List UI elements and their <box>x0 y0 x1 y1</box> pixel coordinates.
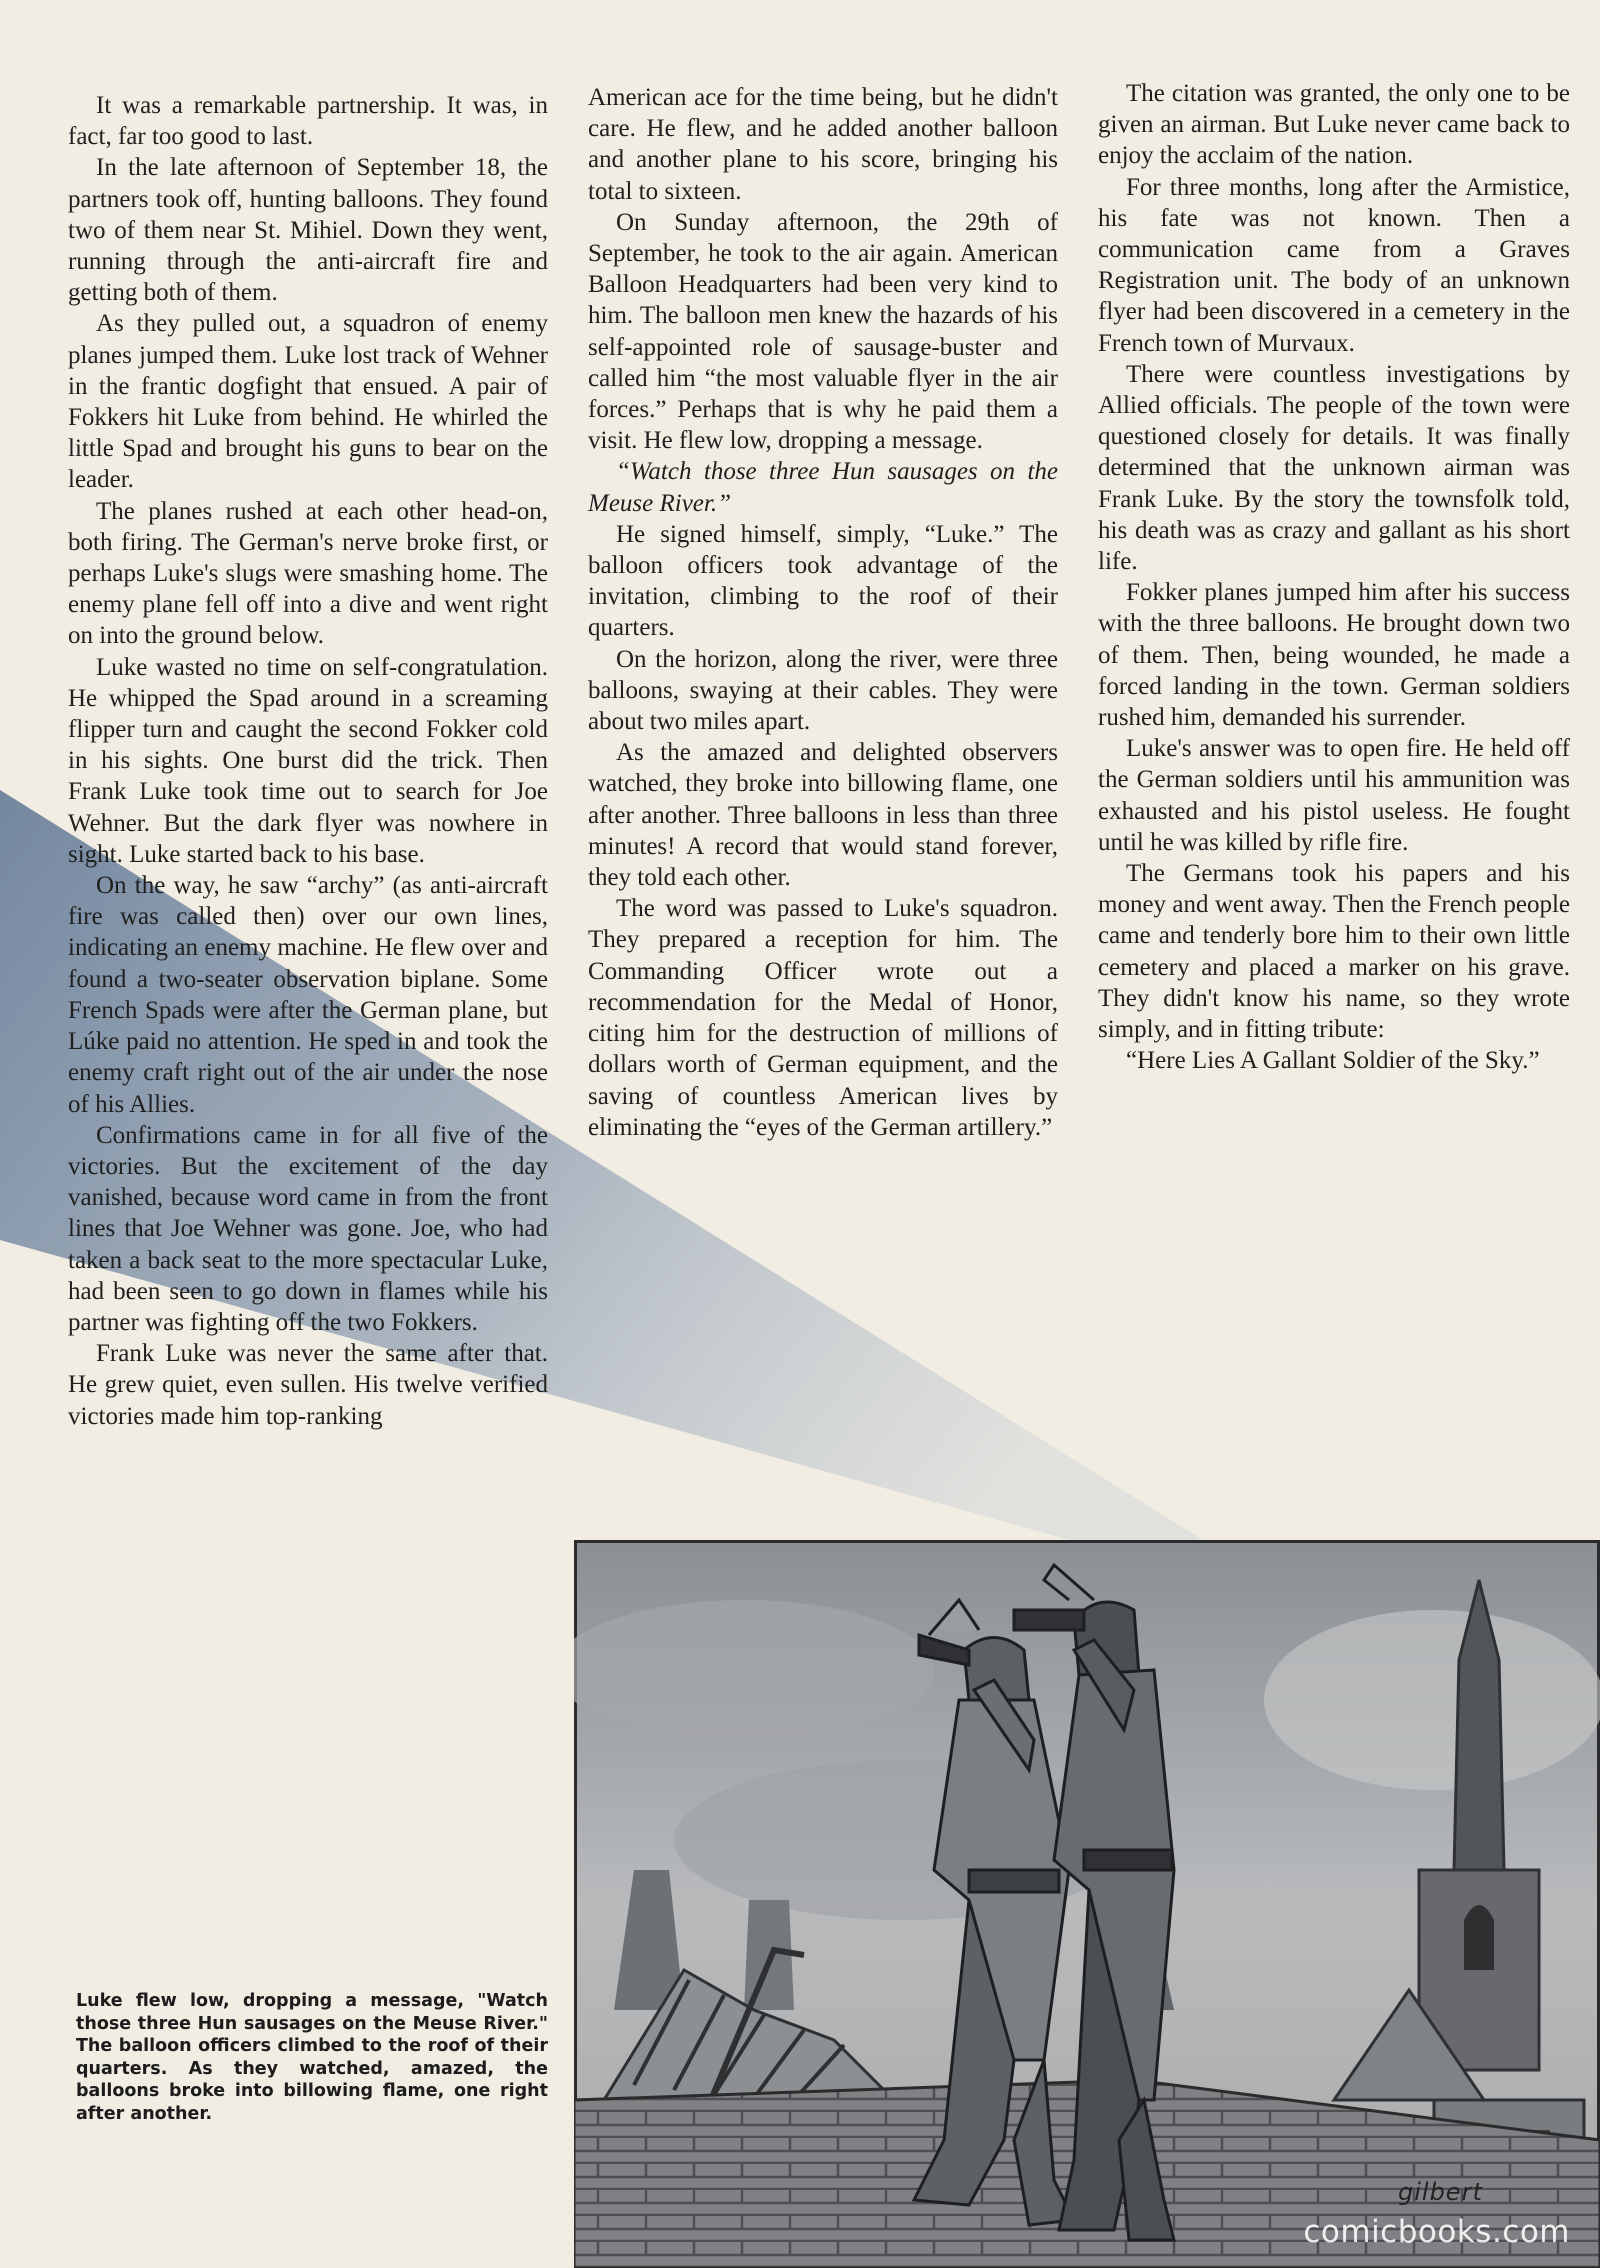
article-paragraph: There were countless investigations by Allied officials. The people of the town were questioned closely for details. It was finally determined that the unknown airman was Frank Luke. By the story the townsfolk told, his death was as crazy and gallant as his short life. <box>1098 360 1570 576</box>
text-column-2 <box>588 82 1058 1143</box>
article-paragraph: American ace for the time being, but he didn't care. He flew, and he added another balloon and another plane to his score, bringing his total to sixteen. <box>588 84 1058 205</box>
article-paragraph: Luke's answer was to open fire. He held off the German soldiers until his ammunition was exhausted and his pistol useless. He fought until he was killed by rifle fire. <box>1098 735 1570 856</box>
illustration <box>574 1540 1600 2268</box>
article-paragraph: “Here Lies A Gallant Soldier of the Sky.” <box>1126 1047 1540 1075</box>
article-paragraph: The word was passed to Luke's squadron. They prepared a reception for him. The Commanding Officer wrote out a recommendation for the Medal of Honor, citing him for the destruction of millions of dollars worth of German equipment, and the saving of countless American lives by eliminating the “eyes of the German artillery.” <box>588 895 1058 1141</box>
article-paragraph: The Germans took his papers and his money and went away. Then the French people came and tenderly bore him to their own little cemetery and placed a marker on his grave. They didn't know his name, so they wrote simply, and in fitting tribute: <box>1098 860 1570 1044</box>
article-paragraph: On the way, he saw “archy” (as anti-aircraft fire was called then) over our own lines, indicating an enemy machine. He flew over and found a two-seater observation biplane. Some French Spads were after the German plane, but Lúke paid no attention. He sped in and took the enemy craft right out of the air under the nose of his Allies. <box>68 872 548 1118</box>
article-paragraph: On Sunday afternoon, the 29th of September, he took to the air again. American Balloon Headquarters had been very kind to him. The balloon men knew the hazards of his self-appointed role of sausage-buster and called him “the most valuable flyer in the air forces.” Perhaps that is why he paid them a visit. He flew low, dropping a message. <box>588 208 1058 455</box>
article-paragraph: Frank Luke was never the same after that. He grew quiet, even sullen. His twelve verified victories made him top-ranking <box>68 1340 548 1430</box>
article-paragraph: “Watch those three Hun sausages on the Meuse River.” <box>588 458 1058 517</box>
article-paragraph: The citation was granted, the only one to be given an airman. But Luke never came back to enjoy the acclaim of the nation. <box>1098 80 1570 170</box>
article-paragraph: On the horizon, along the river, were three balloons, swaying at their cables. They were about two miles apart. <box>588 645 1058 736</box>
article-paragraph: Fokker planes jumped him after his success with the three balloons. He brought down two of them. Then, being wounded, he made a forced landing in the town. German soldiers rushed him, demanded his surrender. <box>1098 579 1570 732</box>
text-column-1 <box>68 90 548 1432</box>
article-paragraph: The planes rushed at each other head-on, both firing. The German's nerve broke first, or perhaps Luke's slugs were smashing home. The enemy plane fell off into a dive and went right on into the ground below. <box>68 497 548 650</box>
article-paragraph: As they pulled out, a squadron of enemy planes jumped them. Luke lost track of Wehner in the frantic dogfight that ensued. A pair of Fokkers hit Luke from behind. He whirled the little Spad and brought his guns to bear on the leader. <box>68 310 548 494</box>
article-paragraph: He signed himself, simply, “Luke.” The balloon officers took advantage of the invitation, climbing to the roof of their quarters. <box>588 520 1058 642</box>
illustration-caption: Luke flew low, dropping a message, "Watch those three Hun sausages on the Meuse River." The balloon officers climbed to the roof of their quarters. As they watched, amazed, the balloons broke into billowing flame, one right after another. <box>76 1991 548 2124</box>
article-paragraph: Luke wasted no time on self-congratulation. He whipped the Spad around in a screaming flipper turn and caught the second Fokker cold in his sights. One burst did the trick. Then Frank Luke took time out to search for Joe Wehner. But the dark flyer was nowhere in sight. Luke started back to his base. <box>68 653 548 868</box>
article-paragraph: For three months, long after the Armistice, his fate was not known. Then a communication came from a Graves Registration unit. The body of an unknown flyer had been discovered in a cemetery in the French town of Murvaux. <box>1098 173 1570 357</box>
article-paragraph: As the amazed and delighted observers watched, they broke into billowing flame, one after another. Three balloons in less than three minutes! A record that would stand forever, they told each other. <box>588 739 1058 892</box>
article-paragraph: Confirmations came in for all five of the victories. But the excitement of the day vanished, because word came in from the front lines that Joe Wehner was gone. Joe, who had taken a back seat to the more spectacular Luke, had been seen to go down in flames while his partner was fighting off the two Fokkers. <box>68 1121 548 1336</box>
artist-signature: gilbert <box>1398 2178 1483 2206</box>
article-paragraph: In the late afternoon of September 18, the partners took off, hunting balloons. They found two of them near St. Mihiel. Down they went, running through the anti-aircraft fire and getting both of them. <box>68 154 548 307</box>
text-column-3 <box>1098 78 1570 1077</box>
article-paragraph: It was a remarkable partnership. It was, in fact, far too good to last. <box>68 92 548 151</box>
site-watermark: comicbooks.com <box>1303 2214 1570 2250</box>
